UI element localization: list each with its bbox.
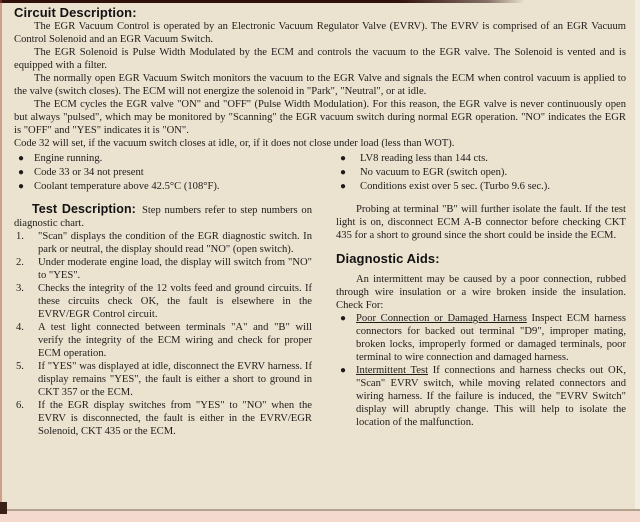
bullet-icon: ● <box>18 167 25 178</box>
condition-item <box>14 152 320 166</box>
bullet-icon: ● <box>18 181 25 192</box>
step-text: If "YES" was displayed at idle, disconnect the EVRV harness. If display remains "YES", the fault is either a short to ground in CKT 357 or the ECM. <box>38 361 312 398</box>
condition-text: Code 33 or 34 not present <box>34 167 144 178</box>
step-number: 6. <box>16 400 24 411</box>
step-number: 5. <box>16 361 24 372</box>
probing-paragraph: Probing at terminal "B" will further isolate the fault. If the test light is on, disconnect ECM A-B connector before checking CKT 435 for a short to ground since the short could be inside the ECM. <box>336 204 626 241</box>
bullet-icon: ● <box>340 167 347 178</box>
bullet-icon: ● <box>340 365 347 376</box>
test-description-section <box>14 203 312 438</box>
aid-body: Inspect ECM harness connectors for backed out terminal "D9", improper mating, broken locks, improperly formed or damaged terminals, poor terminal to wire connection and damaged harness. <box>356 313 626 363</box>
bullet-icon: ● <box>340 153 347 164</box>
test-description-intro: Step numbers refer to step numbers on diagnostic chart. <box>14 205 312 229</box>
circuit-description-section <box>14 5 626 150</box>
bullet-icon: ● <box>18 153 25 164</box>
step-number: 4. <box>16 322 24 333</box>
condition-text: No vacuum to EGR (switch open). <box>360 167 508 178</box>
condition-text: Conditions exist over 5 sec. (Turbo 9.6 sec.). <box>360 181 550 192</box>
condition-item <box>14 180 320 194</box>
test-step <box>14 282 312 321</box>
scan-edge-top <box>0 0 640 3</box>
condition-item <box>14 166 320 180</box>
aid-title: Poor Connection or Damaged Harness <box>356 313 527 324</box>
condition-item <box>320 166 626 180</box>
scan-edge-left <box>0 0 2 522</box>
aid-body: If connections and harness checks out OK, "Scan" EVRV switch, while moving related connectors and wiring harness. If the failure is induced, the "EVRV Switch" display will abruptly change. This will help to isolate the location of the malfunction. <box>356 365 626 428</box>
step-number: 2. <box>16 257 24 268</box>
right-column <box>336 203 626 438</box>
diagnostic-aids-heading: Diagnostic Aids: <box>336 251 440 266</box>
diagnostic-aid-item <box>336 312 626 364</box>
test-step <box>14 230 312 256</box>
circuit-paragraph: The normally open EGR Vacuum Switch monitors the vacuum to the EGR Valve and signals the ECM when control vacuum is applied to the valve (switch closes). The ECM will not energize the solenoid in "Park", "Neutral", or at idle. <box>14 73 626 97</box>
circuit-paragraph: The EGR Solenoid is Pulse Width Modulated by the ECM and controls the vacuum to the EGR valve. The Solenoid is vented and is equipped with a filter. <box>14 47 626 71</box>
bullet-icon: ● <box>340 313 347 324</box>
condition-text: Engine running. <box>34 153 103 164</box>
step-text: Under moderate engine load, the display will switch from "NO" to "YES". <box>38 257 312 281</box>
scan-edge-right <box>635 0 640 522</box>
step-number: 3. <box>16 283 24 294</box>
code-conditions-left <box>14 152 320 194</box>
scan-edge-bottom <box>0 511 640 522</box>
test-step <box>14 256 312 282</box>
step-text: If the EGR display switches from "YES" to "NO" when the EVRV is disconnected, the fault is either in the EVRV/EGR Solenoid, CKT 435 or the ECM. <box>38 400 312 437</box>
aid-text <box>356 364 626 429</box>
manual-page <box>14 5 626 438</box>
code-conditions-right <box>320 152 626 194</box>
bullet-icon: ● <box>340 181 347 192</box>
test-step <box>14 321 312 360</box>
step-text: "Scan" displays the condition of the EGR diagnostic switch. In park or neutral, the display should read "NO" (open switch). <box>38 231 312 255</box>
circuit-paragraph: The ECM cycles the EGR valve "ON" and "OFF" (Pulse Width Modulation). For this reason, the EGR valve is never continuously open but always "pulsed", which may be monitored by "Scanning" the EGR vacuum switch during normal EGR operation. "NO" indicates the EGR is "OFF" and "YES" indicates it is "ON". <box>14 99 626 136</box>
test-description-heading: Test Description: <box>32 202 136 216</box>
code-conditions <box>14 152 626 194</box>
condition-item <box>320 152 626 166</box>
step-number: 1. <box>16 231 24 242</box>
circuit-paragraph: The EGR Vacuum Control is operated by an Electronic Vacuum Regulator Valve (EVRV). The EVRV is comprised of an EGR Vacuum Control Solenoid and an EGR Vacuum Switch. <box>14 21 626 45</box>
step-text: Checks the integrity of the 12 volts feed and ground circuits. If these circuits check OK, the fault is elsewhere in the EVRV/EGR Control circuit. <box>38 283 312 320</box>
condition-text: Coolant temperature above 42.5°C (108°F). <box>34 181 220 192</box>
circuit-paragraph-code32: Code 32 will set, if the vacuum switch closes at idle, or, if it does not close under load (less than WOT). <box>14 138 455 149</box>
aid-title: Intermittent Test <box>356 365 429 376</box>
condition-item <box>320 180 626 194</box>
test-step <box>14 399 312 438</box>
test-step <box>14 360 312 399</box>
scan-corner-mark <box>0 502 7 514</box>
diagnostic-aid-item <box>336 364 626 429</box>
step-text: A test light connected between terminals "A" and "B" will verify the integrity of the ECM wiring and check for proper ECM operation. <box>38 322 312 359</box>
circuit-description-heading: Circuit Description: <box>14 5 137 20</box>
condition-text: LV8 reading less than 144 cts. <box>360 153 488 164</box>
aid-text <box>356 312 626 364</box>
diagnostic-aids-intro: An intermittent may be caused by a poor connection, rubbed through wire insulation or a wire broken inside the insulation. Check For: <box>336 274 626 311</box>
